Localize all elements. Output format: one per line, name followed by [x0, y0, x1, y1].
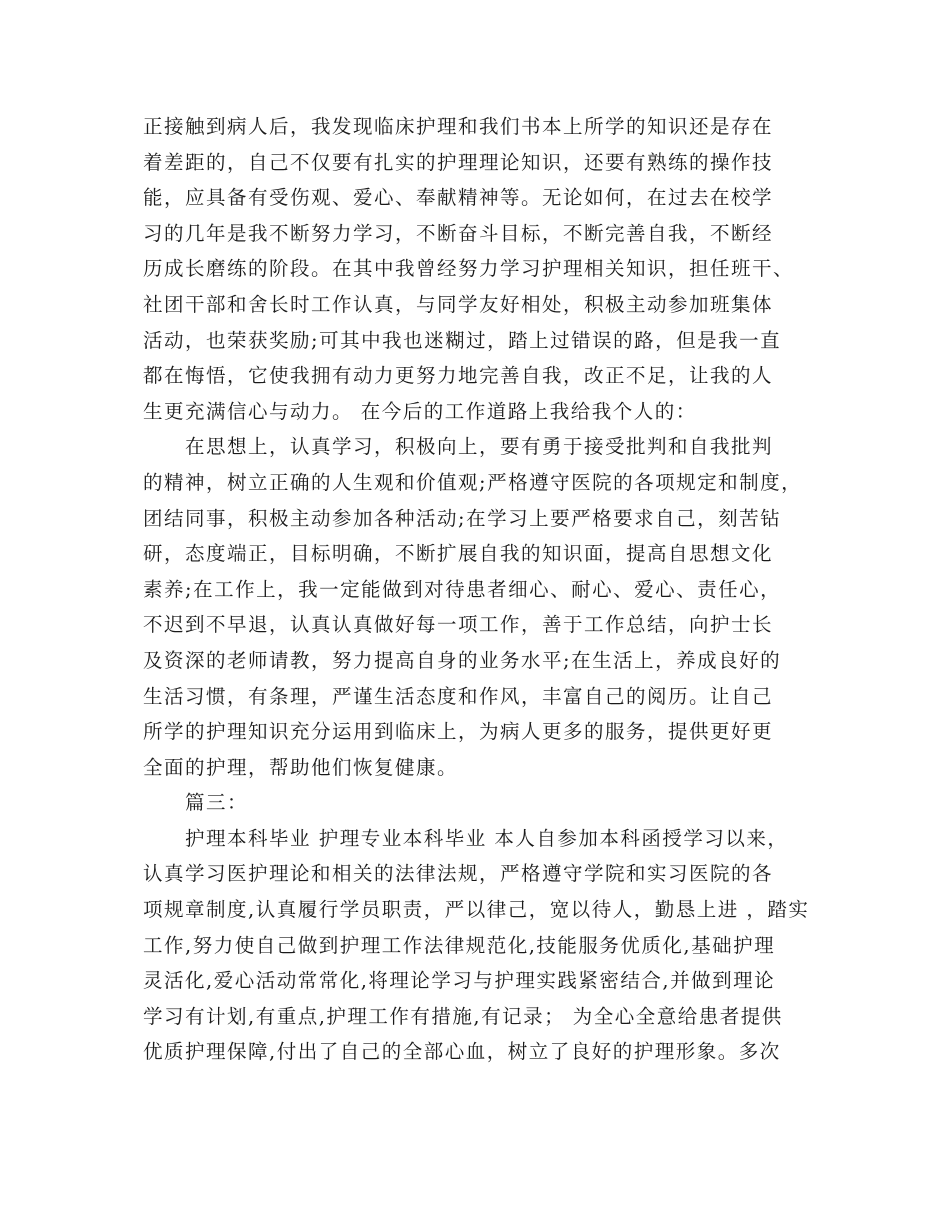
text-line: 灵活化,爱心活动常常化,将理论学习与护理实践紧密结合,并做到理论 [143, 969, 776, 993]
text-line: 社团干部和舍长时工作认真，与同学友好相处，积极主动参加班集体 [143, 292, 774, 316]
text-line: 的精神，树立正确的人生观和价值观;严格遵守医院的各项规定和制度， [143, 470, 803, 494]
text-line: 认真学习医护理论和相关的法律法规，严格遵守学院和实习医院的各 [143, 862, 774, 886]
text-line: 历成长磨练的阶段。在其中我曾经努力学习护理相关知识，担任班干、 [143, 257, 795, 281]
text-line: 团结同事，积极主动参加各种活动;在学习上要严格要求自己，刻苦钻 [143, 506, 782, 530]
text-line: 习的几年是我不断努力学习，不断奋斗目标，不断完善自我，不断经 [143, 221, 774, 245]
text-line: 正接触到病人后，我发现临床护理和我们书本上所学的知识还是存在 [143, 115, 774, 138]
text-line: 优质护理保障,付出了自己的全部心血，树立了良好的护理形象。多次 [143, 1040, 781, 1064]
text-line: 学习有计划,有重点,护理工作有措施,有记录； 为全心全意给患者提供 [143, 1004, 783, 1028]
text-line: 生更充满信心与动力。 在今后的工作道路上我给我个人的： [143, 399, 697, 423]
text-line: 护理本科毕业 护理专业本科毕业 本人自参加本科函授学习以来， [143, 826, 789, 850]
text-line: 项规章制度,认真履行学员职责，严以律己，宽以待人，勤恳上进 ，踏实 [143, 898, 810, 922]
text-line: 工作,努力使自己做到护理工作法律规范化,技能服务优质化,基础护理 [143, 933, 776, 957]
text-line: 素养;在工作上，我一定能做到对待患者细心、耐心、爱心、责任心， [143, 577, 782, 601]
text-line: 及资深的老师请教，努力提高自身的业务水平;在生活上，养成良好的 [143, 648, 782, 672]
section-heading: 篇三： [143, 791, 249, 815]
text-line: 全面的护理，帮助他们恢复健康。 [143, 755, 459, 779]
text-line: 在思想上，认真学习，积极向上，要有勇于接受批判和自我批判 [143, 435, 774, 459]
text-line: 生活习惯，有条理，严谨生活态度和作风，丰富自己的阅历。让自己 [143, 684, 774, 708]
text-line: 研，态度端正，目标明确，不断扩展自我的知识面，提高自思想文化 [143, 542, 774, 566]
text-line: 不迟到不早退，认真认真做好每一项工作，善于工作总结，向护士长 [143, 613, 774, 637]
text-line: 着差距的，自己不仅要有扎实的护理理论知识，还要有熟练的操作技 [143, 150, 774, 174]
text-line: 活动，也荣获奖励;可其中我也迷糊过，踏上过错误的路，但是我一直 [143, 328, 782, 352]
document-body [143, 109, 813, 1070]
text-line: 所学的护理知识充分运用到临床上，为病人更多的服务，提供更好更 [143, 720, 774, 744]
text-line: 都在悔悟，它使我拥有动力更努力地完善自我，改正不足，让我的人 [143, 364, 774, 388]
text-line: 能，应具备有受伤观、爱心、奉献精神等。无论如何，在过去在校学 [143, 186, 774, 210]
